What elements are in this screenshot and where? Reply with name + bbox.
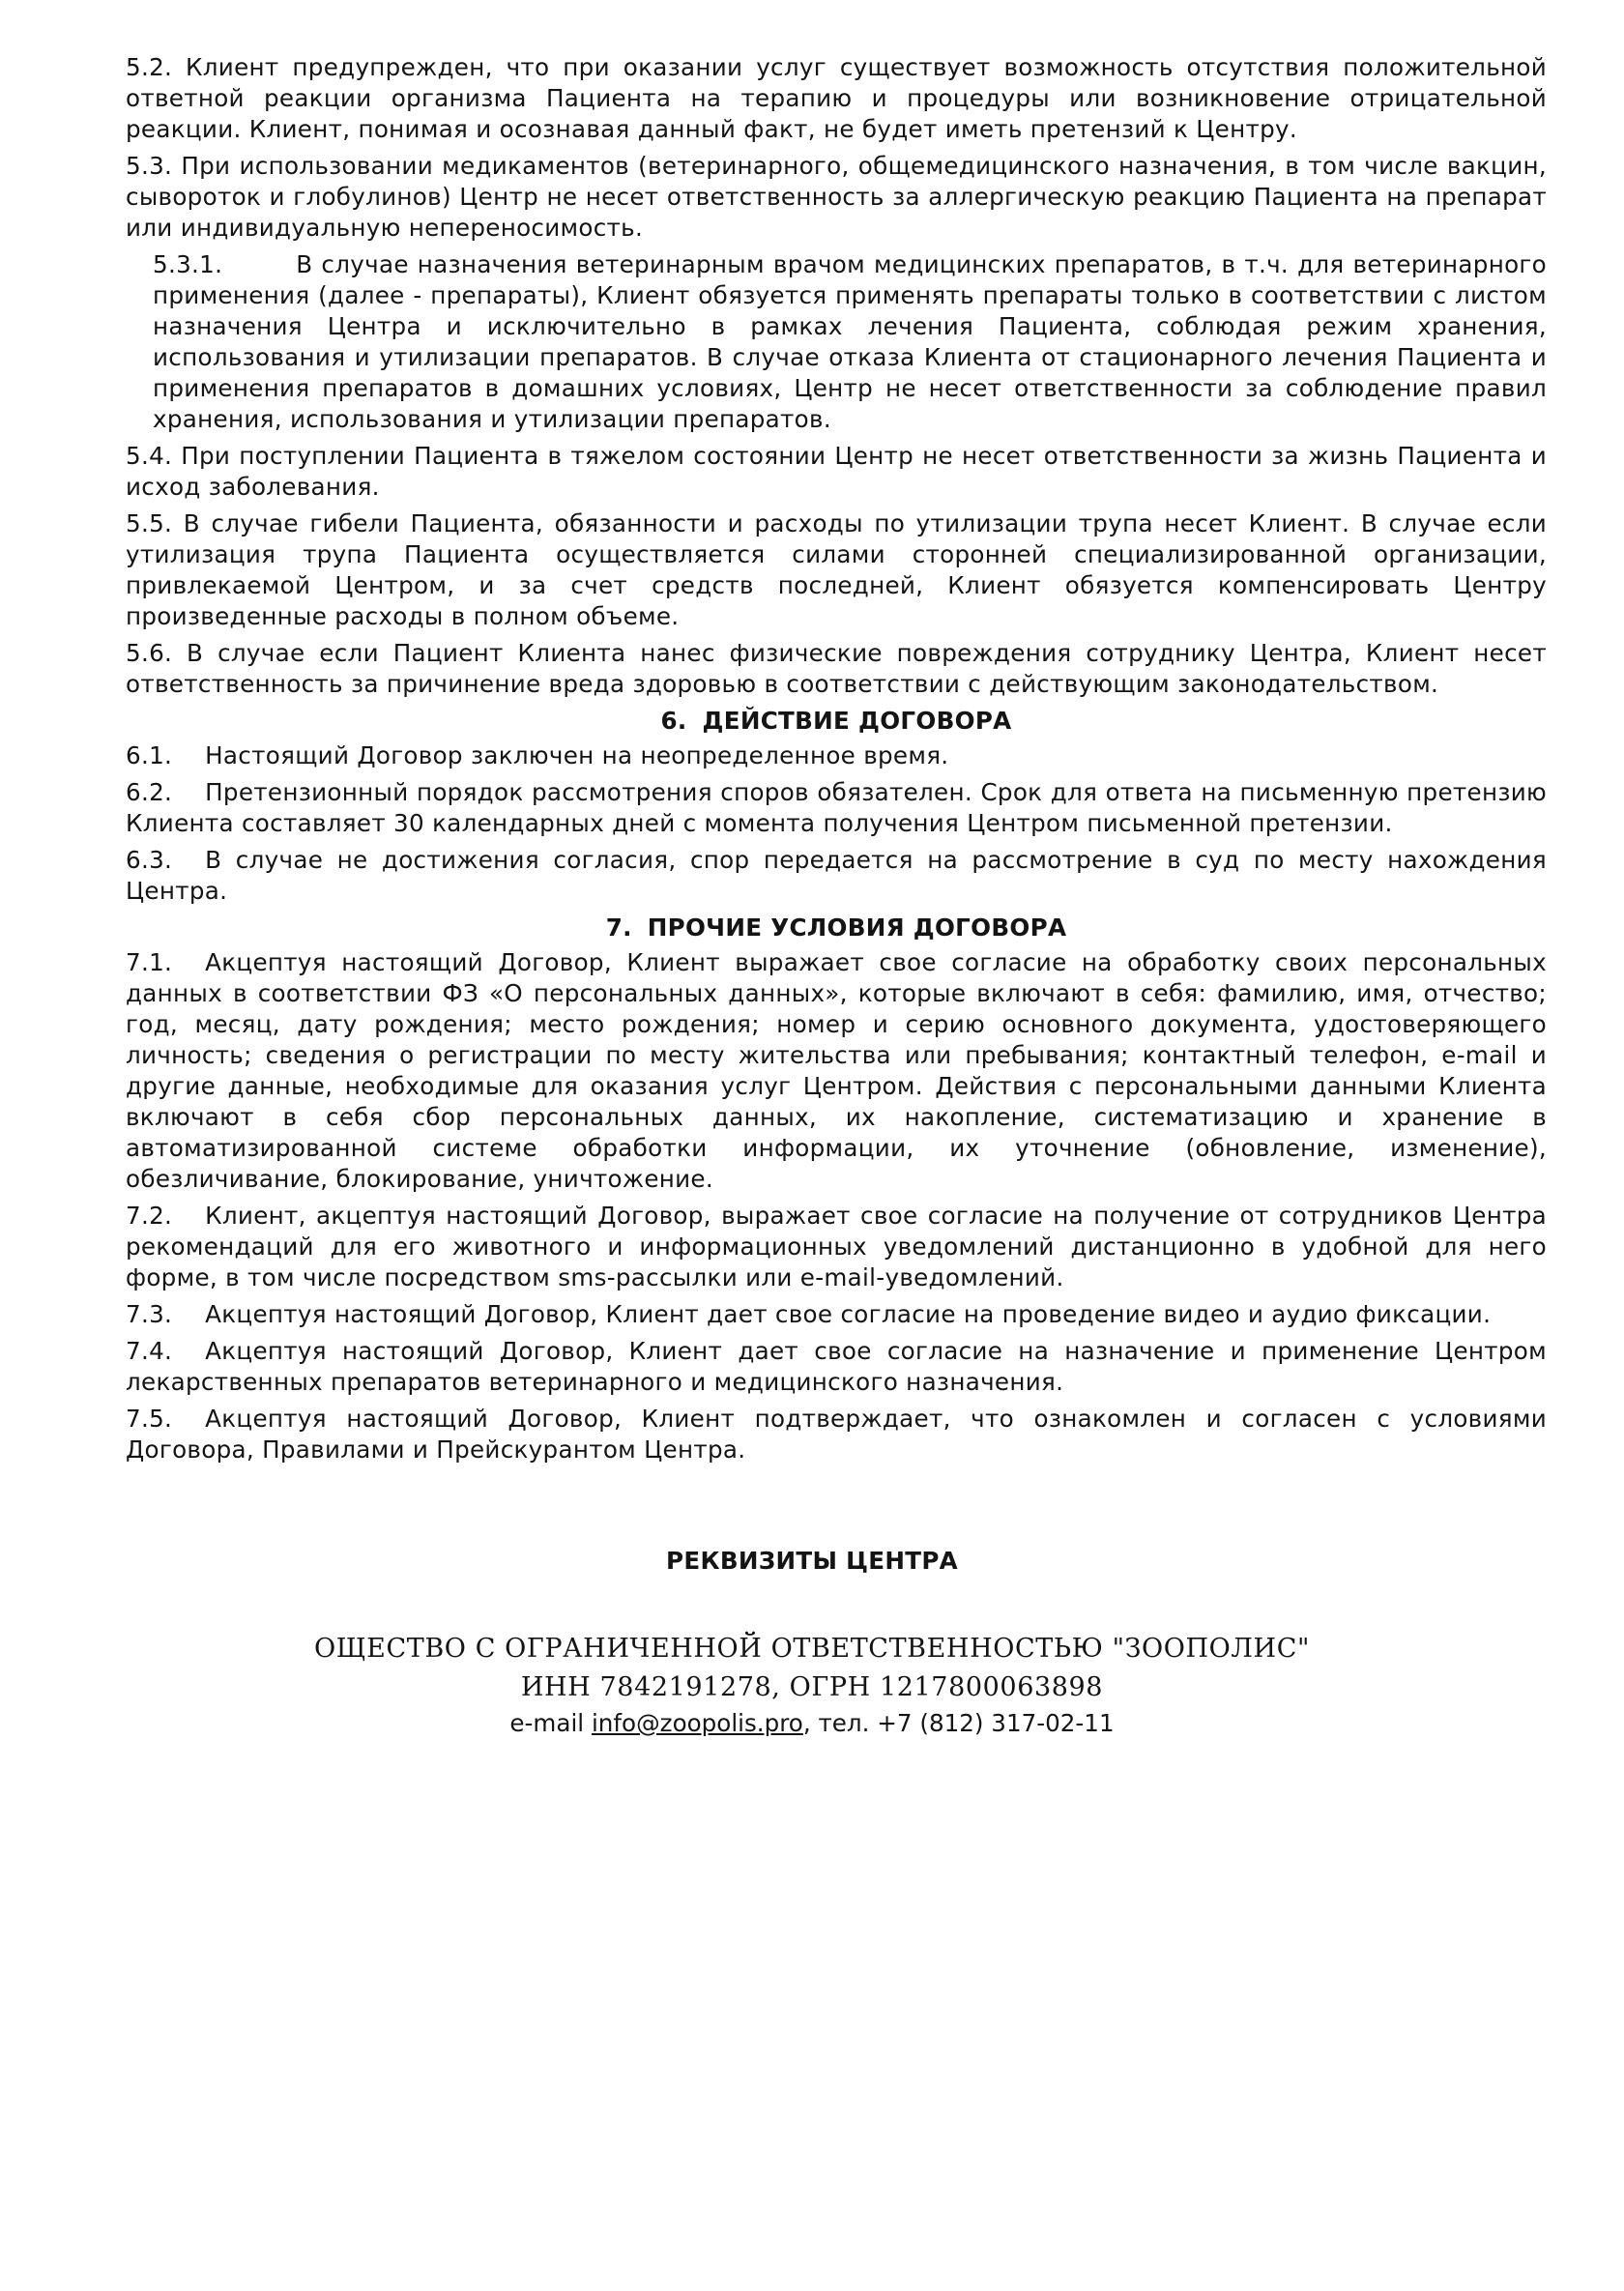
clause-number: 7.1. xyxy=(126,948,173,976)
contact-line xyxy=(0,1707,1624,1740)
email-link[interactable]: info@zoopolis.pro xyxy=(591,1709,803,1737)
clause-5-3-1 xyxy=(153,249,1547,435)
clause-number: 6.2. xyxy=(126,778,173,806)
clause-text: В случае если Пациент Клиента нанес физические повреждения сотруднику Центра, Клиент несет ответственность за причинение вреда здоровью в соответствии с действующим законодательством. xyxy=(126,639,1547,698)
clause-number: 5.4. xyxy=(126,442,173,470)
clause-6-3 xyxy=(126,845,1547,907)
clause-text: В случае не достижения согласия, спор передается на рассмотрение в суд по месту нахождения Центра. xyxy=(126,846,1547,905)
contract-body xyxy=(126,52,1547,1471)
clause-7-2 xyxy=(126,1201,1547,1293)
clause-number: 5.2. xyxy=(126,53,173,81)
clause-text: Акцептуя настоящий Договор, Клиент дает свое согласие на проведение видео и аудио фиксации. xyxy=(205,1300,1492,1328)
section-7-heading xyxy=(126,913,1547,943)
clause-5-5 xyxy=(126,508,1547,632)
phone-text: , тел. +7 (812) 317-02-11 xyxy=(802,1709,1115,1737)
clause-7-5 xyxy=(126,1404,1547,1465)
section-title: ДЕЙСТВИЕ ДОГОВОРА xyxy=(702,707,1012,735)
clause-text: Клиент предупрежден, что при оказании услуг существует возможность отсутствия положительной ответной реакции организма Пациента на терапию и процедуры или возникновение отрицательной реакции. Клиент, понимая и осознавая данный факт, не будет иметь претензий к Центру. xyxy=(126,53,1547,143)
clause-number: 6.1. xyxy=(126,741,173,769)
clause-text: В случае гибели Пациента, обязанности и расходы по утилизации трупа несет Клиент. В случае если утилизация трупа Пациента осуществляется силами сторонней специализированной организации, привлекаемой Центром, и за счет средств последней, Клиент обязуется компенсировать Центру произведенные расходы в полном объеме. xyxy=(126,509,1548,630)
clause-text: Акцептуя настоящий Договор, Клиент дает свое согласие на назначение и применение Центром лекарственных препаратов ветеринарного и медицинского назначения. xyxy=(126,1337,1547,1396)
clause-5-6 xyxy=(126,638,1547,700)
clause-5-4 xyxy=(126,441,1547,503)
clause-7-4 xyxy=(126,1336,1547,1398)
clause-text: При поступлении Пациента в тяжелом состоянии Центр не несет ответственности за жизнь Пациента и исход заболевания. xyxy=(126,442,1547,501)
clause-number: 7.2. xyxy=(126,1202,173,1230)
clause-text: Претензионный порядок рассмотрения споров обязателен. Срок для ответа на письменную претензию Клиента составляет 30 календарных дней с момента получения Центром письменной претензии. xyxy=(126,778,1547,837)
clause-7-3 xyxy=(126,1299,1547,1330)
company-details xyxy=(0,1630,1624,1707)
section-title: ПРОЧИЕ УСЛОВИЯ ДОГОВОРА xyxy=(647,914,1067,942)
clause-text: В случае назначения ветеринарным врачом медицинских препаратов, в т.ч. для ветеринарного применения (далее - препараты), Клиент обязуется применять препараты только в соответствии с листом назначения Центра и исключительно в рамках лечения Пациента, соблюдая режим хранения, использования и утилизации препаратов. В случае отказа Клиента от стационарного лечения Пациента и применения препаратов в домашних условиях, Центр не несет ответственности за соблюдение правил хранения, использования и утилизации препаратов. xyxy=(153,250,1547,433)
email-label: e-mail xyxy=(509,1709,585,1737)
company-name: ОЩЕСТВО С ОГРАНИЧЕННОЙ ОТВЕТСТВЕННОСТЬЮ "ЗООПОЛИС" xyxy=(314,1634,1310,1664)
clause-number: 7.5. xyxy=(126,1405,173,1433)
clause-5-2 xyxy=(126,52,1547,145)
company-registration-ids: ИНН 7842191278, ОГРН 1217800063898 xyxy=(520,1672,1104,1702)
clause-text: При использовании медикаментов (ветеринарного, общемедицинского назначения, в том числе вакцин, сывороток и глобулинов) Центр не несет ответственность за аллергическую реакцию Пациента на препарат или индивидуальную непереносимость. xyxy=(126,152,1547,242)
clause-number: 7.4. xyxy=(126,1337,173,1365)
clause-5-3 xyxy=(126,151,1547,244)
clause-text: Акцептуя настоящий Договор, Клиент выражает свое согласие на обработку своих персональных данных в соответствии ФЗ «О персональных данных», которые включают в себя: фамилию, имя, отчество; год, месяц, дату рождения; место рождения; номер и серию основного документа, удостоверяющего личность; сведения о регистрации по месту жительства или пребывания; контактный телефон, e-mail и другие данные, необходимые для оказания услуг Центром. Действия с персональными данными Клиента включают в себя сбор персональных данных, их накопление, систематизацию и хранение в автоматизированной системе обработки информации, их уточнение (обновление, изменение), обезличивание, блокирование, уничтожение. xyxy=(126,948,1547,1193)
clause-number: 5.3.1. xyxy=(153,250,223,278)
clause-6-1 xyxy=(126,740,1547,771)
clause-7-1 xyxy=(126,947,1547,1195)
clause-number: 5.6. xyxy=(126,639,173,667)
clause-number: 7.3. xyxy=(126,1300,173,1328)
section-number: 6. xyxy=(660,707,687,735)
section-6-heading xyxy=(126,706,1547,737)
clause-number: 5.3. xyxy=(126,152,173,180)
requisites-title: РЕКВИЗИТЫ ЦЕНТРА xyxy=(666,1547,958,1575)
clause-number: 6.3. xyxy=(126,846,173,874)
section-number: 7. xyxy=(605,914,632,942)
clause-number: 5.5. xyxy=(126,509,173,537)
clause-text: Акцептуя настоящий Договор, Клиент подтверждает, что ознакомлен и согласен с условиями Договора, Правилами и Прейскурантом Центра. xyxy=(126,1405,1547,1464)
clause-text: Клиент, акцептуя настоящий Договор, выражает свое согласие на получение от сотрудников Центра рекомендаций для его животного и информационных уведомлений дистанционно в удобной для него форме, в том числе посредством sms-рассылки или e-mail-уведомлений. xyxy=(126,1202,1547,1291)
clause-6-2 xyxy=(126,777,1547,839)
clause-text: Настоящий Договор заключен на неопределенное время. xyxy=(205,741,949,769)
